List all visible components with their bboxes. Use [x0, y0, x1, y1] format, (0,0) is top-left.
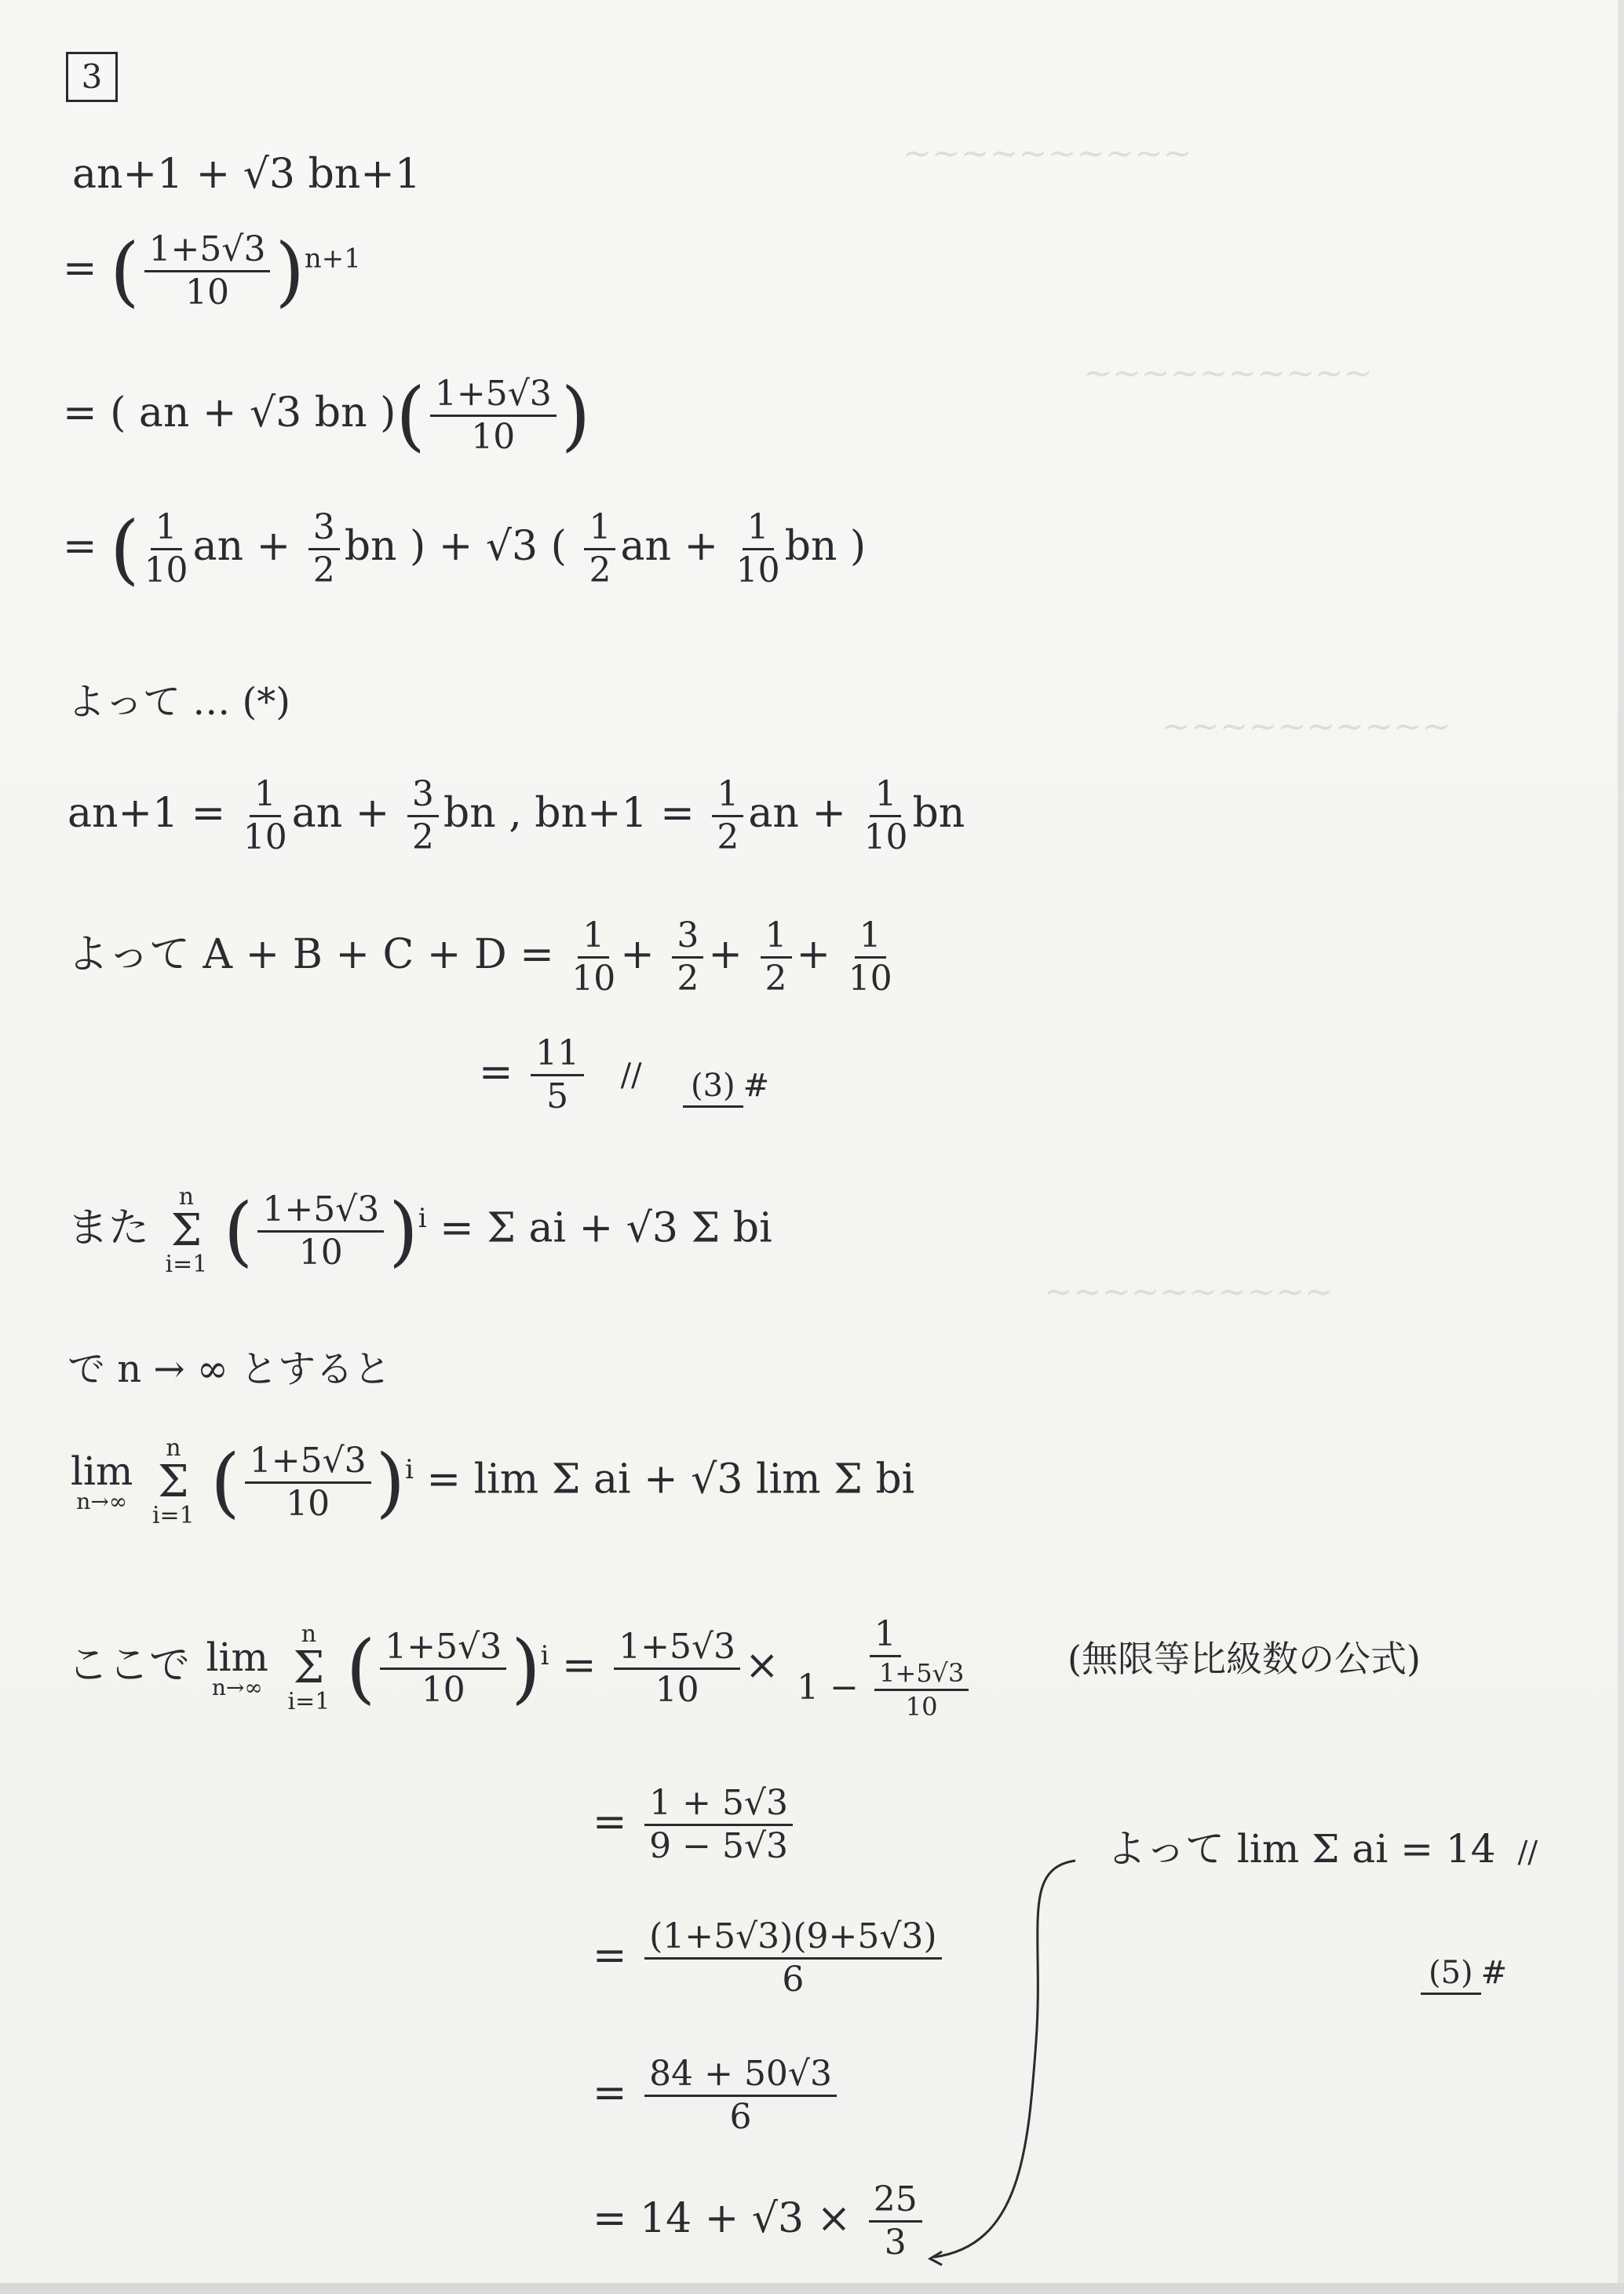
eq-line-15: = $\frac{84 + 50√3}{6}$: [593, 2057, 841, 2135]
fraction: $\frac{(1+5√3)(9+5√3)}{6}$: [644, 1920, 941, 1997]
fraction: $\frac{1}{10}$: [863, 774, 908, 857]
fraction: $\frac{1}{2}$: [712, 777, 743, 855]
conclusion: よって lim Σ ai = 14 //: [1107, 1826, 1538, 1872]
limit-symbol: lim n→∞: [206, 1635, 268, 1700]
eq-line-8: = $\frac{11}{5}$ //: [479, 1033, 642, 1116]
bleed-through-2: ~~~~~~~~~~: [1083, 353, 1373, 393]
fraction: $\frac{11}{5}$: [531, 1036, 584, 1114]
fraction: $\frac{3}{2}$: [308, 510, 340, 588]
eq-line-13: = $\frac{1 + 5√3}{9 - 5√3}$: [593, 1786, 797, 1864]
eq-line-16: = 14 + √3 × $\frac{25}{3}$: [593, 2183, 927, 2260]
bleed-through-3: ~~~~~~~~~~: [1162, 707, 1451, 747]
eq-line-10: で n → ∞ とすると: [68, 1347, 392, 1391]
connector-brace: [926, 1837, 1091, 2277]
fraction: $\frac{1}{10}$: [571, 915, 616, 999]
eq-line-14: = $\frac{(1+5√3)(9+5√3)}{6}$: [593, 1920, 947, 1997]
fraction: $\frac{25}{3}$: [869, 2183, 922, 2260]
bleed-through-4: ~~~~~~~~~~: [1044, 1272, 1334, 1312]
answer-tag-5: (5) #: [1421, 1955, 1507, 1995]
fraction: $\frac{1+5√3}{10}$: [245, 1444, 371, 1521]
eq-line-5: よって … (*): [68, 680, 290, 724]
eq-line-4: = ( $\frac{1}{10}$ an + $\frac{3}{2}$ bn ) + √3 ( $\frac{1}{2}$ an + $\frac{1}{10}$ bn ): [63, 505, 867, 594]
answer-tag-3: (3) #: [683, 1068, 769, 1108]
fraction: 1 1 − $\frac{1+5√3}{10}$: [797, 1617, 973, 1719]
eq-line-6: an+1 = $\frac{1}{10}$ an + $\frac{3}{2}$ bn , bn+1 = $\frac{1}{2}$ an + $\frac{1}{10}$ bn: [68, 774, 965, 857]
limit-symbol: lim n→∞: [71, 1448, 133, 1514]
fraction: $\frac{3}{2}$: [407, 777, 439, 855]
fraction: $\frac{1}{2}$: [761, 919, 792, 996]
eq-line-12: ここで lim n→∞ n Σ i=1 ( $\frac{1+5√3}{10}$ )$^i$ = $\frac{1+5√3}{10}$ × 1 1 − $\frac{1+5√3}{10}$: [68, 1617, 978, 1719]
paper-edge-bottom: [0, 2283, 1624, 2294]
fraction: $\frac{1+5√3}{10}$: [614, 1630, 740, 1708]
eq-line-2: = ( $\frac{1+5√3}{10}$ )$^{n+1}$: [63, 227, 361, 316]
eq-line-7: よって A + B + C + D = $\frac{1}{10}$ + $\frac{3}{2}$ + $\frac{1}{2}$ + $\frac{1}{10}$: [68, 915, 892, 999]
problem-number-box: 3: [66, 52, 118, 102]
eq-line-11: lim n→∞ n Σ i=1 ( $\frac{1+5√3}{10}$ )$^i$ = lim Σ ai + √3 lim Σ bi: [71, 1434, 915, 1529]
fraction: $\frac{1}{10}$: [735, 507, 780, 590]
formula-note: (無限等比級数の公式): [1067, 1638, 1421, 1680]
sum-symbol: n Σ i=1: [165, 1183, 208, 1278]
eq-line-1: an+1 + √3 bn+1: [72, 151, 421, 198]
fraction: $\frac{1}{10}$: [243, 774, 287, 857]
fraction: $\frac{1}{10}$: [144, 507, 188, 590]
fraction: $\frac{1+5√3}{10}$: [257, 1193, 384, 1270]
eq-line-3: = ( an + √3 bn )( $\frac{1+5√3}{10}$ ): [63, 371, 591, 460]
fraction: $\frac{1+5√3}{10}$: [144, 232, 271, 310]
fraction: $\frac{1}{2}$: [584, 510, 615, 588]
eq-line-9: また n Σ i=1 ( $\frac{1+5√3}{10}$ )$^i$ = Σ ai + √3 Σ bi: [68, 1183, 772, 1278]
bleed-through-1: ~~~~~~~~~~: [903, 133, 1192, 174]
sum-symbol: n Σ i=1: [151, 1434, 195, 1529]
fraction: $\frac{3}{2}$: [672, 919, 703, 996]
paper-edge-right: [1618, 0, 1624, 2294]
fraction: $\frac{1+5√3}{10}$: [380, 1630, 506, 1708]
sum-symbol: n Σ i=1: [287, 1620, 330, 1715]
fraction: $\frac{84 + 50√3}{6}$: [644, 2057, 837, 2135]
fraction: $\frac{1}{10}$: [848, 915, 892, 999]
fraction: $\frac{1 + 5√3}{9 - 5√3}$: [644, 1786, 793, 1864]
fraction: $\frac{1+5√3}{10}$: [430, 377, 557, 455]
